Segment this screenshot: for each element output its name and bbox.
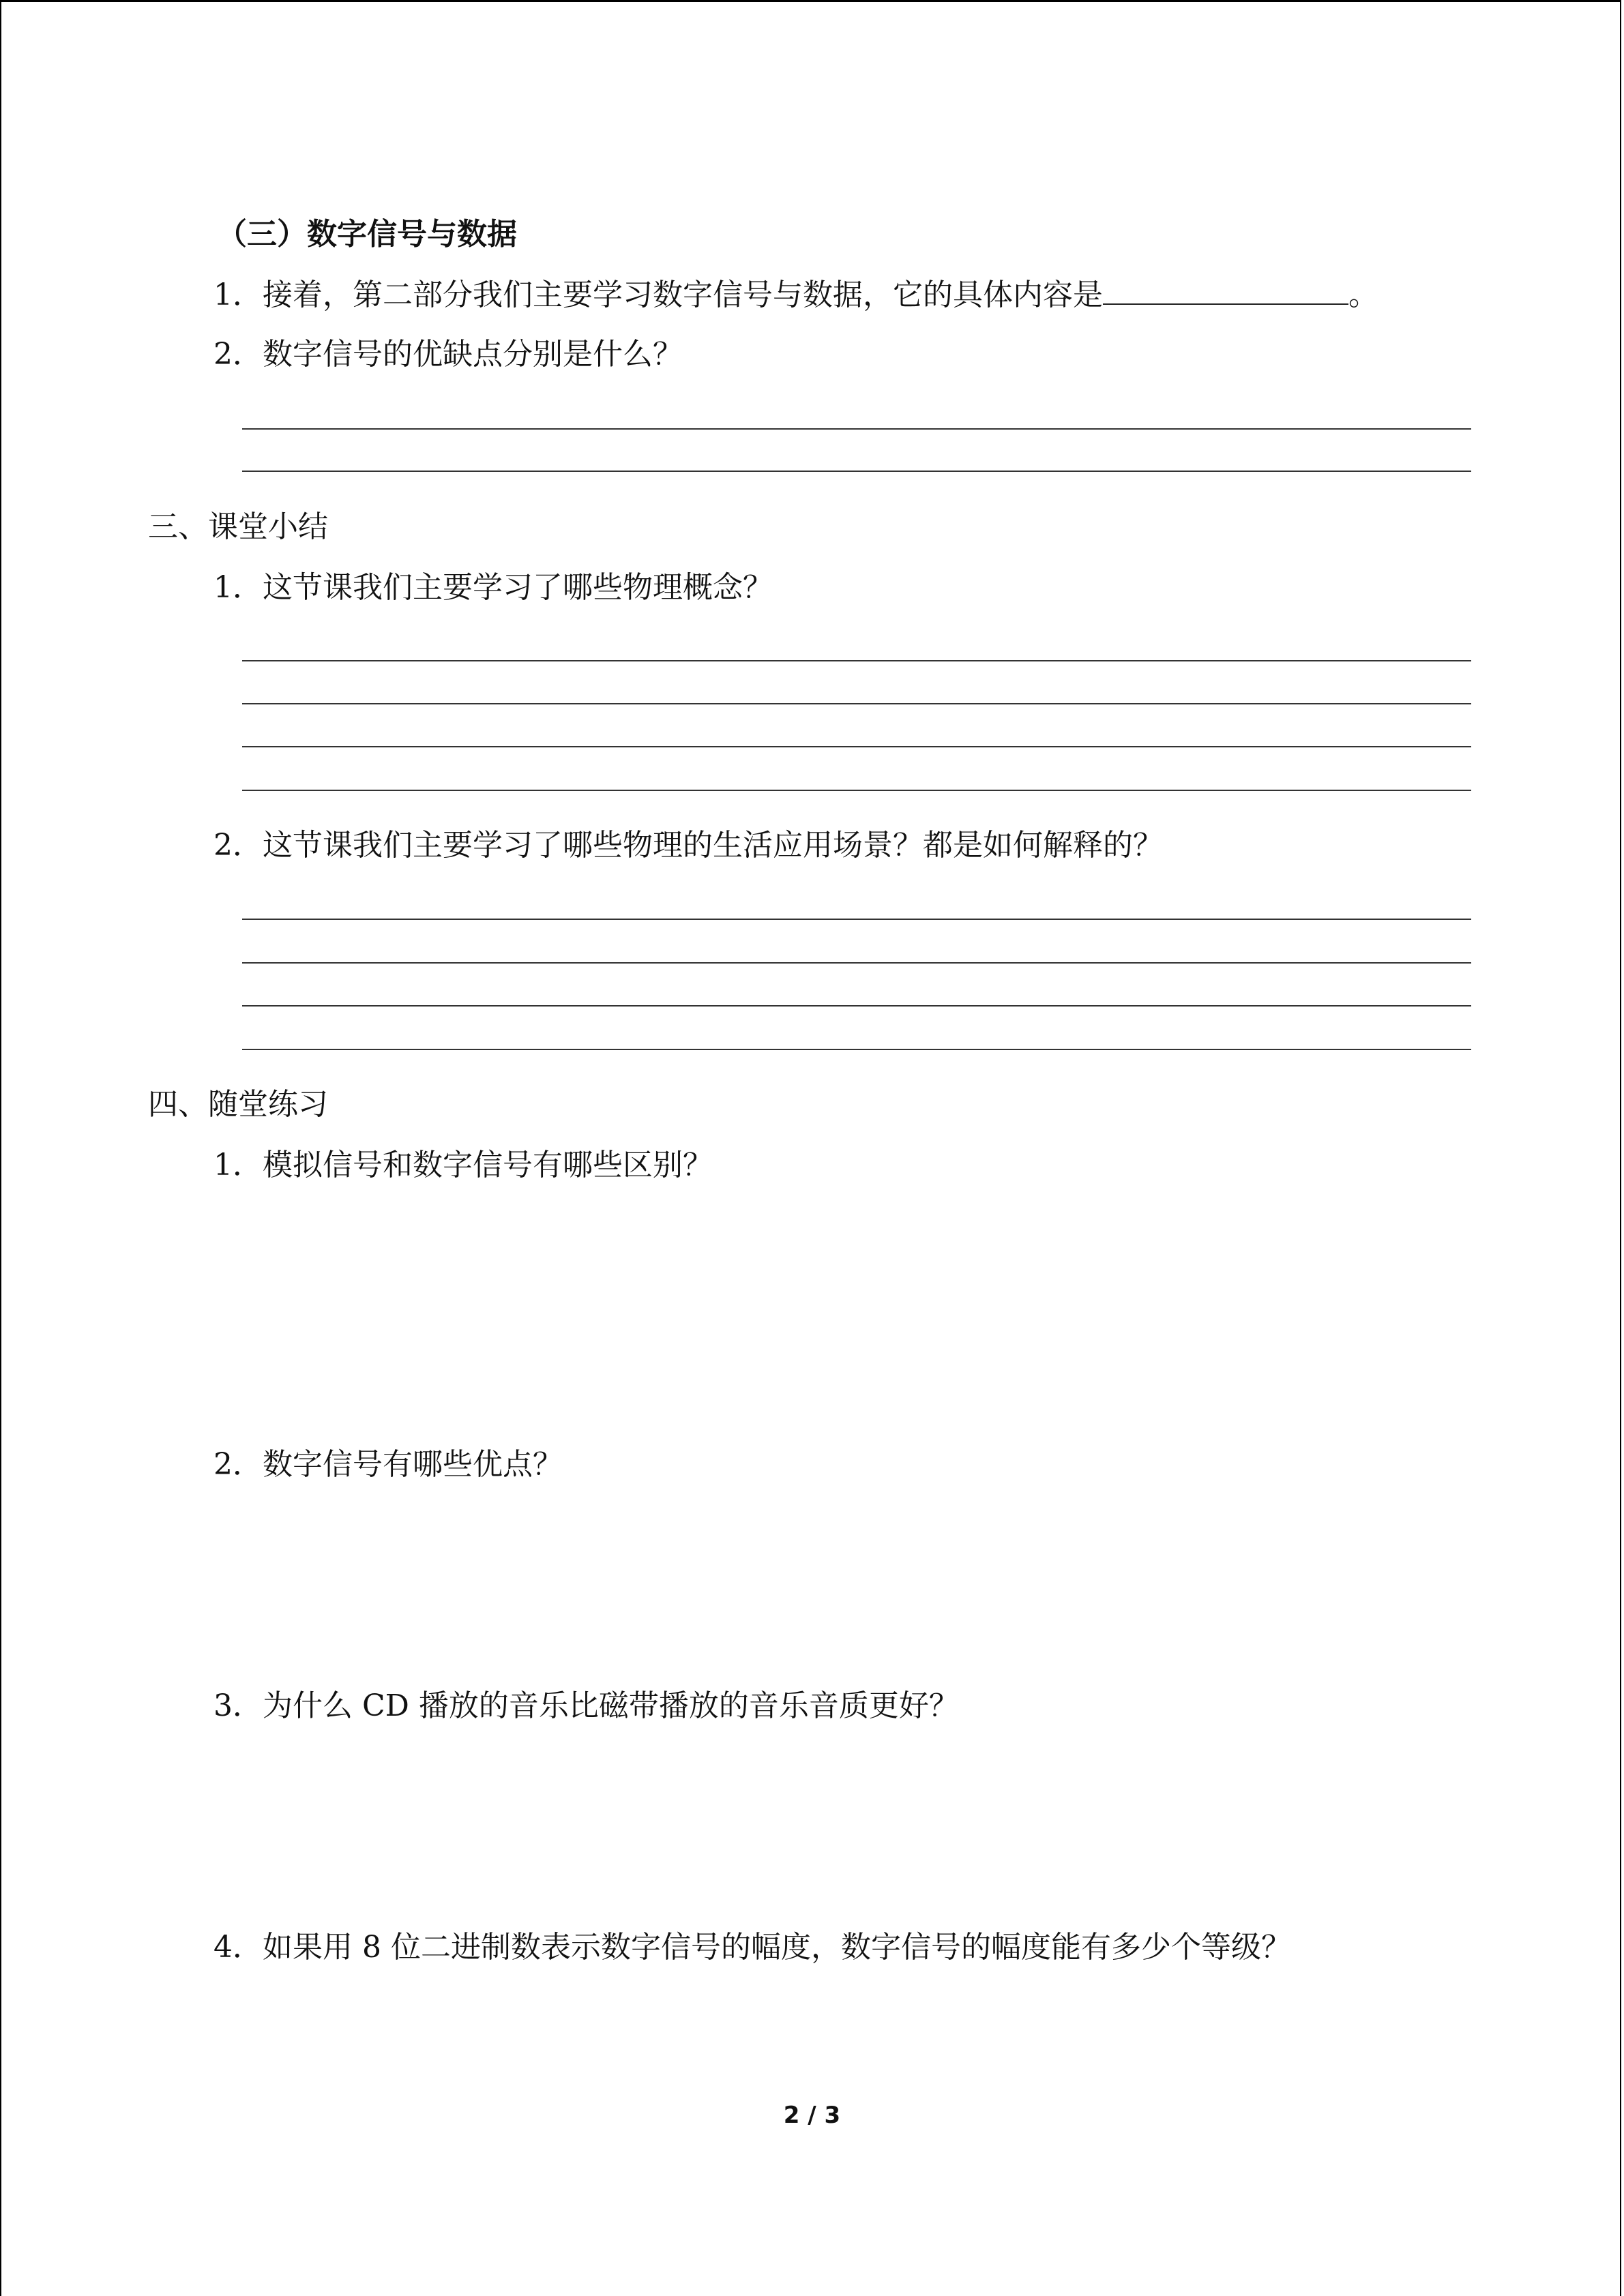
page-number: 2 / 3	[783, 2102, 841, 2129]
answer-line[interactable]	[242, 919, 1471, 920]
answer-line[interactable]	[242, 962, 1471, 964]
answer-line[interactable]	[242, 660, 1471, 661]
question-text: 这节课我们主要学习了哪些物理概念？	[263, 570, 773, 605]
question-end-punct: 。	[1348, 278, 1378, 312]
question-text: 为什么 CD 播放的音乐比磁带播放的音乐音质更好？	[263, 1688, 959, 1723]
question-text: 如果用 8 位二进制数表示数字信号的幅度，数字信号的幅度能有多少个等级？	[263, 1930, 1291, 1965]
question-text: 数字信号的优缺点分别是什么？	[263, 337, 683, 372]
question-number: 2．	[213, 337, 263, 372]
answer-line[interactable]	[242, 746, 1471, 747]
answer-line[interactable]	[242, 703, 1471, 704]
question-s3-2	[213, 336, 683, 374]
question-number: 2．	[213, 828, 263, 863]
answer-line[interactable]	[242, 1049, 1471, 1050]
section-heading-digital-signal: （三）数字信号与数据	[217, 217, 517, 252]
practice-question-1	[213, 1146, 713, 1184]
question-number: 1．	[213, 570, 263, 605]
question-text: 数字信号有哪些优点？	[263, 1447, 563, 1482]
question-text: 模拟信号和数字信号有哪些区别？	[263, 1148, 713, 1182]
question-number: 1．	[213, 278, 263, 312]
section-heading-summary: 三、课堂小结	[148, 509, 328, 544]
practice-question-2	[213, 1446, 563, 1484]
answer-line[interactable]	[242, 428, 1471, 430]
section-heading-practice: 四、随堂练习	[148, 1087, 328, 1122]
answer-line[interactable]	[242, 471, 1471, 472]
fill-blank[interactable]	[1103, 276, 1348, 305]
question-text: 接着，第二部分我们主要学习数字信号与数据，它的具体内容是	[263, 278, 1103, 312]
answer-line[interactable]	[242, 1005, 1471, 1007]
question-s3-1	[213, 276, 1378, 314]
practice-question-4	[213, 1928, 1291, 1967]
practice-question-3	[213, 1687, 959, 1725]
question-text: 这节课我们主要学习了哪些物理的生活应用场景？都是如何解释的？	[263, 828, 1163, 863]
question-number: 4．	[213, 1930, 263, 1965]
question-number: 2．	[213, 1447, 263, 1482]
question-number: 3．	[213, 1688, 263, 1723]
question-summary-1	[213, 569, 773, 607]
question-summary-2	[213, 826, 1163, 865]
answer-line[interactable]	[242, 790, 1471, 791]
question-number: 1．	[213, 1148, 263, 1182]
